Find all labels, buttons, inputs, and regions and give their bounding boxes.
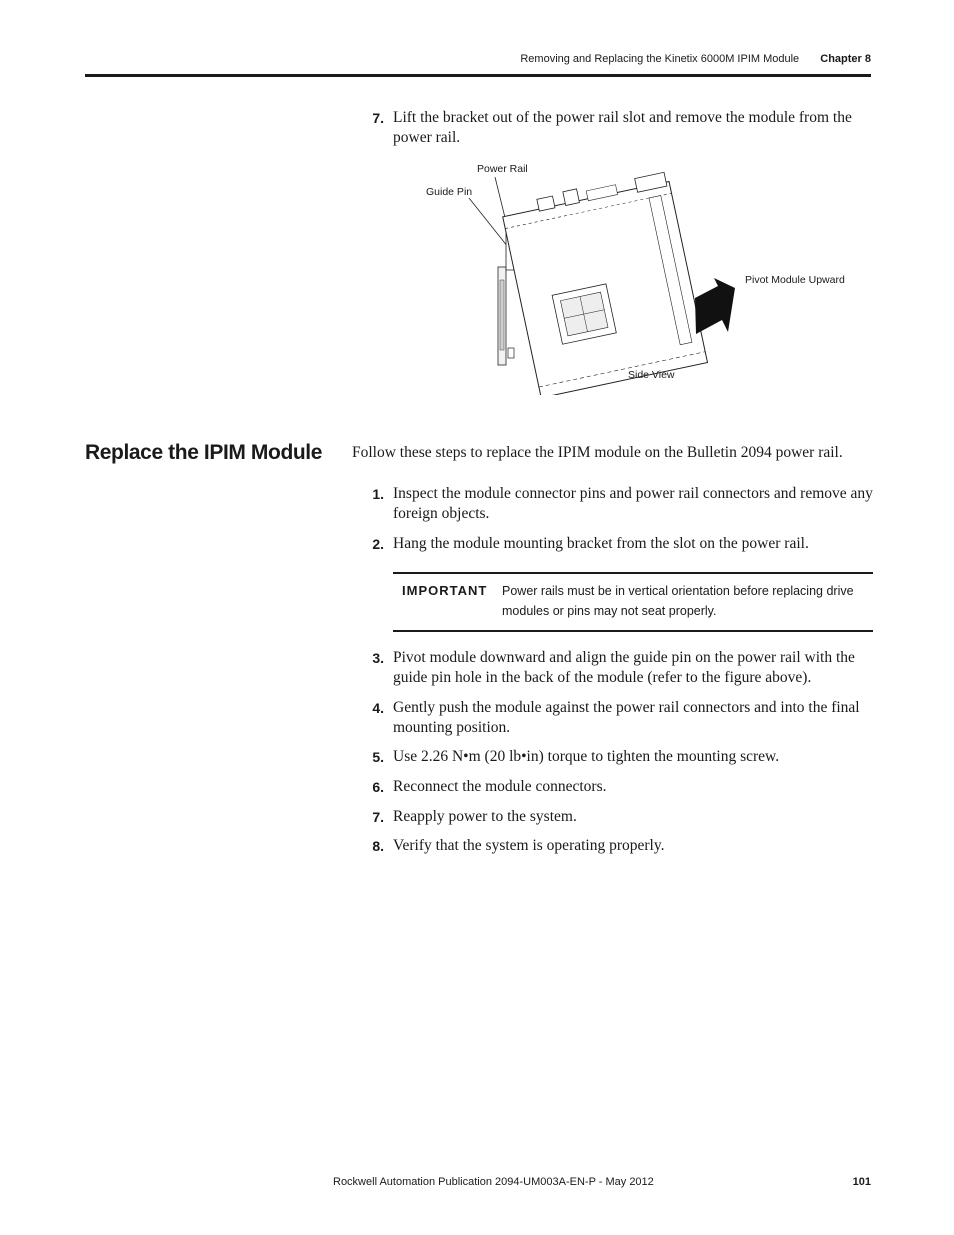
step-text: Verify that the system is operating properly. bbox=[393, 837, 665, 854]
step-top bbox=[352, 108, 872, 148]
step-8 bbox=[352, 836, 872, 856]
step-number: 7. bbox=[372, 110, 384, 126]
header-title: Removing and Replacing the Kinetix 6000M IPIM Module bbox=[520, 53, 800, 65]
step-number: 8. bbox=[372, 838, 384, 854]
page-number: 101 bbox=[852, 1176, 871, 1188]
step-number: 2. bbox=[372, 536, 384, 552]
important-text: Power rails must be in vertical orientation before replacing drive modules or pins may not seat properly. bbox=[502, 584, 854, 618]
step-2 bbox=[352, 534, 872, 554]
step-number: 3. bbox=[372, 650, 384, 666]
step-text: Hang the module mounting bracket from the slot on the power rail. bbox=[393, 535, 809, 552]
guide-pin-label: Guide Pin bbox=[426, 186, 473, 198]
step-text: Lift the bracket out of the power rail slot and remove the module from the power rail. bbox=[393, 109, 852, 146]
side-view-label: Side View bbox=[628, 369, 675, 381]
power-rail-label: Power Rail bbox=[477, 163, 528, 175]
step-number: 5. bbox=[372, 749, 384, 765]
section-heading: Replace the IPIM Module bbox=[85, 441, 323, 464]
step-text: Reconnect the module connectors. bbox=[393, 778, 607, 795]
step-4 bbox=[352, 698, 872, 738]
running-header bbox=[520, 53, 871, 65]
step-6 bbox=[352, 777, 872, 797]
step-1 bbox=[352, 484, 872, 524]
pivot-label: Pivot Module Upward bbox=[745, 274, 845, 286]
step-number: 1. bbox=[372, 486, 384, 502]
section-intro: Follow these steps to replace the IPIM module on the Bulletin 2094 power rail. bbox=[352, 444, 843, 461]
step-number: 7. bbox=[372, 809, 384, 825]
important-note bbox=[393, 572, 873, 632]
step-text: Use 2.26 N•m (20 lb•in) torque to tighten the mounting screw. bbox=[393, 748, 780, 765]
step-number: 4. bbox=[372, 700, 384, 716]
step-text: Inspect the module connector pins and power rail connectors and remove any foreign objects. bbox=[393, 485, 873, 522]
step-7 bbox=[352, 807, 872, 827]
step-5 bbox=[352, 747, 872, 767]
header-rule bbox=[85, 74, 871, 77]
important-label: IMPORTANT bbox=[402, 583, 488, 598]
step-text: Reapply power to the system. bbox=[393, 808, 577, 825]
publication-info: Rockwell Automation Publication 2094-UM003A-EN-P - May 2012 bbox=[333, 1176, 654, 1188]
step-number: 6. bbox=[372, 779, 384, 795]
step-text: Pivot module downward and align the guide pin on the power rail with the guide pin hole in the back of the module (refer to the figure above). bbox=[393, 649, 855, 686]
side-view-figure bbox=[400, 150, 870, 395]
step-text: Gently push the module against the power rail connectors and into the final mounting position. bbox=[393, 699, 860, 736]
header-chapter: Chapter 8 bbox=[820, 53, 871, 65]
step-3 bbox=[352, 648, 872, 688]
